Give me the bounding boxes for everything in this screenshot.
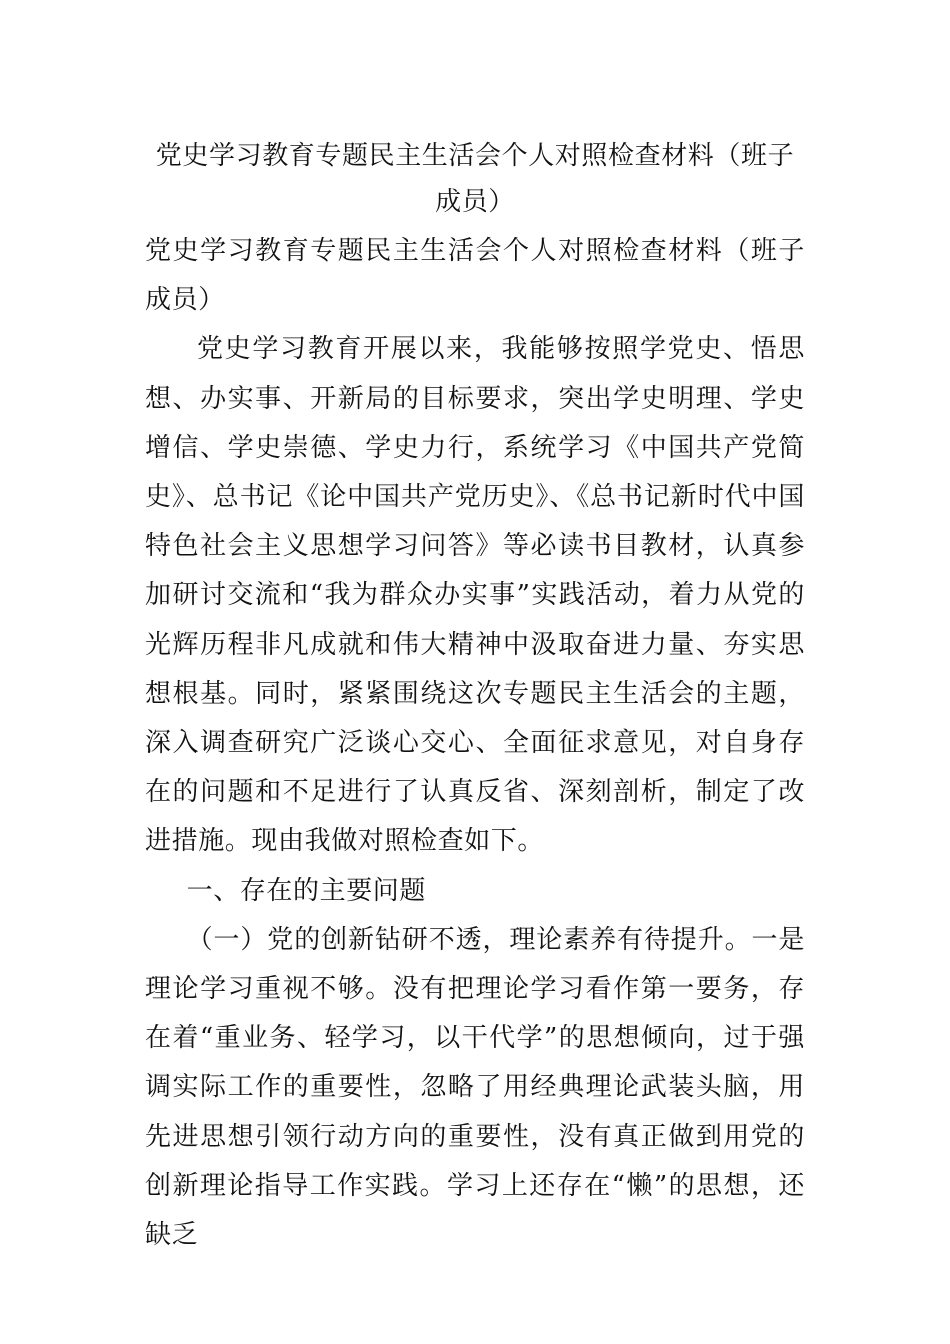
document-title: 党史学习教育专题民主生活会个人对照检查材料（班子成员）: [155, 141, 795, 217]
intro-paragraph: 党史学习教育开展以来，我能够按照学党史、悟思想、办实事、开新局的目标要求，突出学史明理、学史增信、学史崇德、学史力行，系统学习《中国共产党简史》、总书记《论中国共产党历史》、《总书记新时代中国特色社会主义思想学习问答》等必读书目教材，认真参加研讨交流和“我为群众办实事”实践活动，着力从党的光辉历程非凡成就和伟大精神中汲取奋进力量、夯实思想根基。同时，紧紧围绕这次专题民主生活会的主题，深入调查研究广泛谈心交心、全面征求意见，对自身存在的问题和不足进行了认真反省、深刻剖析，制定了改进措施。现由我做对照检查如下。: [145, 334, 805, 857]
section-heading: 一、存在的主要问题: [186, 875, 426, 906]
repeated-title-paragraph: 党史学习教育专题民主生活会个人对照检查材料（班子成员）: [145, 236, 805, 316]
subsection-paragraph: （一）党的创新钻研不透，理论素养有待提升。一是理论学习重视不够。没有把理论学习看作第一要务，存在着“重业务、轻学习，以干代学”的思想倾向，过于强调实际工作的重要性，忽略了用经典理论武装头脑，用先进思想引领行动方向的重要性，没有真正做到用党的创新理论指导工作实践。学习上还存在“懒”的思想，还缺乏: [145, 924, 805, 1251]
document-body: [145, 227, 805, 1260]
